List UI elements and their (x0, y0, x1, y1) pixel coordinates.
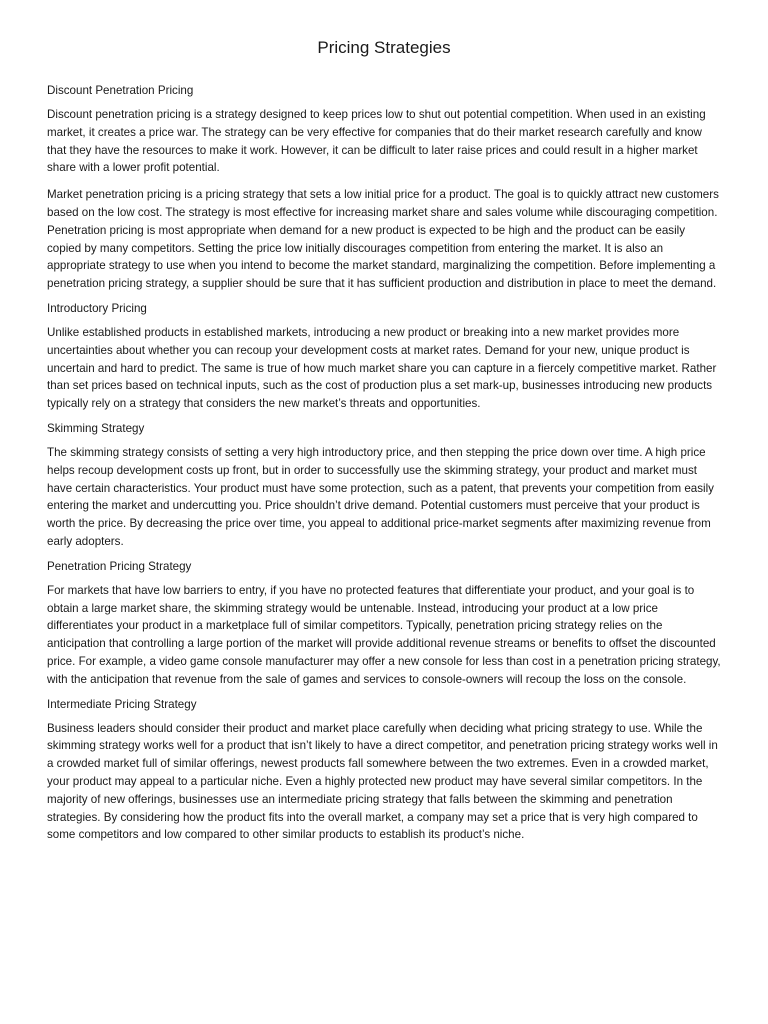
paragraph (47, 186, 721, 293)
section-heading: Discount Penetration Pricing (47, 84, 194, 97)
paragraph-text: is a pricing strategy that sets a low initial price for a product. The goal is to quickly attract new customers based on the low cost. The strategy is most effective for increasing market share and sales volume while discouraging competition. Penetration pricing is most appropriate when demand for a new product is expected to be high and the product can be easily copied by many competitors. Setting the price low initially discourages competition from entering the market. It is also an appropriate strategy to use when you intend to become the market standard, marginalizing the competition. Before implementing a penetration pricing strategy, a supplier should be sure that it has sufficient production and distribution in place to meet the demand. (47, 188, 719, 291)
paragraph: The skimming strategy consists of setting a very high introductory price, and then stepping the price down over time. A high price helps recoup development costs up front, but in order to successfully use the skimming strategy, your product and market must have certain characteristics. Your product must have some protection, such as a patent, that prevents your competition from easily entering the market and undercutting you. Price shouldn’t drive demand. Potential customers must perceive that your product is worth the price. By decreasing the price over time, you appeal to additional price-market segments after maximizing revenue from early adopters. (47, 445, 714, 548)
paragraph: For markets that have low barriers to entry, if you have no protected features that differentiate your product, and your goal is to obtain a large market share, the skimming strategy would be untenable. Instead, introducing your product at a low price differentiates your product in a marketplace full of similar competitors. Typically, penetration pricing strategy relies on the anticipation that controlling a large portion of the market will provide additional revenue streams or benefits to offset the discounted price. For example, a video game console manufacturer may offer a new console for less than cost in a penetration pricing strategy, with the anticipation that revenue from the sale of games and services to console-owners will recoup the loss on the console. (47, 583, 721, 686)
paragraph: Business leaders should consider their product and market place carefully when deciding what pricing strategy to use. While the skimming strategy works well for a product that isn’t likely to have a direct competitor, and penetration pricing strategy works well in a crowded market full of similar offerings, newest products fall somewhere between the two extremes. Even in a crowded market, your product may appeal to a particular niche. Even a highly protected new product may have several similar competitors. In the majority of new offerings, businesses use an intermediate pricing strategy that falls between the skimming and penetration strategies. By considering how the product fits into the overall market, a company may set a price that is very high compared to some competitors and low compared to other similar products to establish its product’s niche. (47, 721, 718, 842)
lead-phrase: Market penetration pricing (47, 188, 182, 202)
section-heading: Penetration Pricing Strategy (47, 559, 192, 573)
paragraph: Unlike established products in established markets, introducing a new product or breaking into a new market provides more uncertainties about whether you can recoup your development costs at market rates. Demand for your new, unique product is uncertain and hard to predict. The same is true of how much market share you can capture in a fiercely competitive market. Rather than set prices based on technical inputs, such as the cost of production plus a set mark-up, businesses introducing new products typically rely on a strategy that considers the new market’s threats and opportunities. (47, 325, 717, 411)
paragraph: Discount penetration pricing is a strategy designed to keep prices low to shut out potential competition. When used in an existing market, it creates a price war. The strategy can be very effective for companies that do their market research carefully and know that they have the resources to make it work. However, it can be difficult to later raise prices and could result in a higher market share with a lower profit potential. (47, 108, 706, 175)
document-title: Pricing Strategies (317, 38, 451, 57)
section-heading: Intermediate Pricing Strategy (47, 697, 197, 711)
section-heading: Skimming Strategy (47, 421, 145, 435)
section-heading: Introductory Pricing (47, 301, 147, 315)
